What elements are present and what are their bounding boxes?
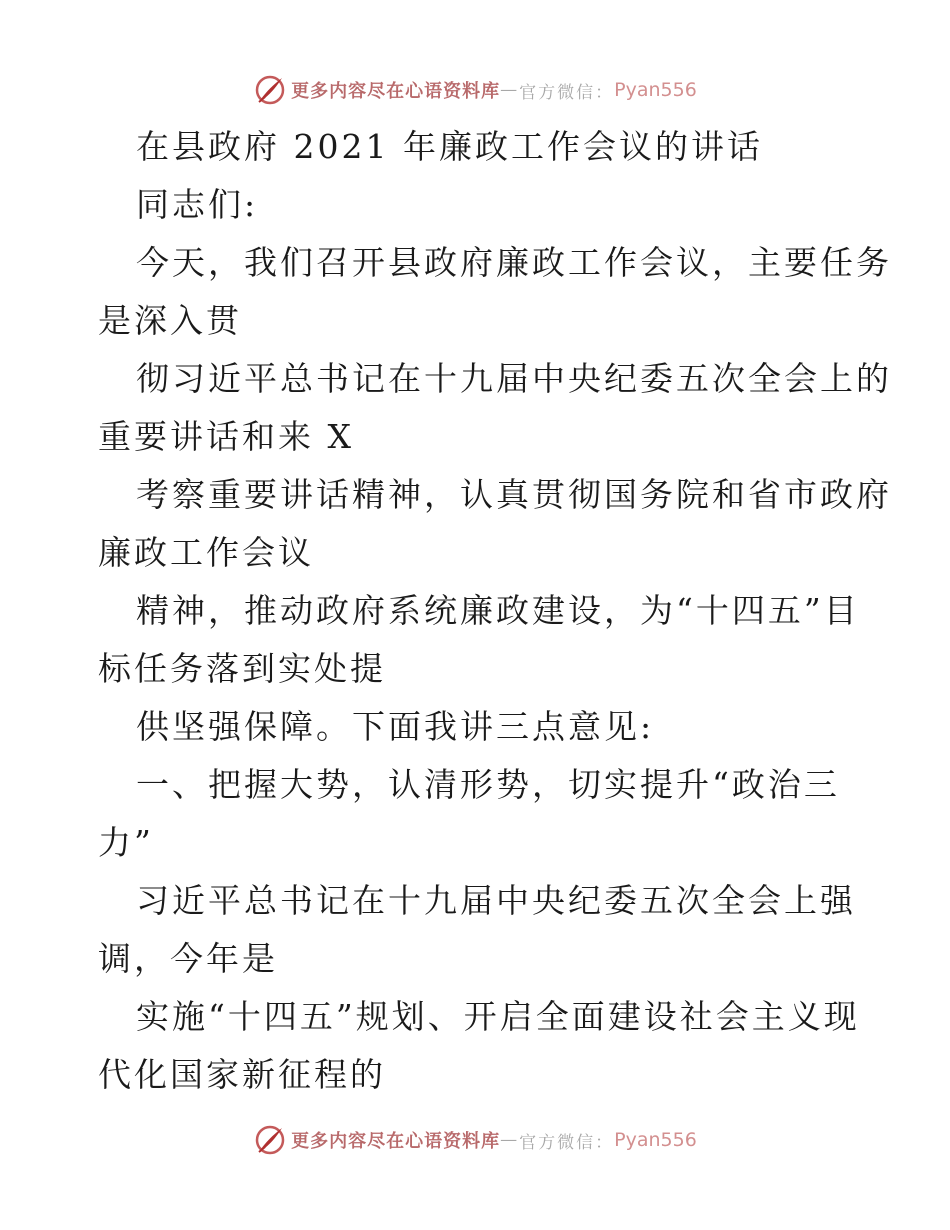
paragraph-line: 彻习近平总书记在十九届中央纪委五次全会上的: [136, 359, 892, 398]
paragraph-line: 代化国家新征程的: [98, 1055, 386, 1094]
document-title: 在县政府 2021 年廉政工作会议的讲话: [136, 127, 763, 166]
salutation: 同志们:: [136, 185, 259, 224]
paragraph-line: 精神，推动政府系统廉政建设，为“十四五”目: [136, 591, 860, 630]
watermark-official-label: 官方微信：: [519, 1132, 615, 1153]
watermark-separator: —: [500, 80, 520, 100]
paragraph-line: 考察重要讲话精神，认真贯彻国务院和省市政府: [136, 475, 892, 514]
paragraph-line: 实施“十四五”规划、开启全面建设社会主义现: [136, 997, 860, 1036]
paragraph-line: 习近平总书记在十九届中央纪委五次全会上强: [136, 881, 856, 920]
section-heading: 一、把握大势，认清形势，切实提升“政治三: [136, 765, 840, 804]
paragraph-line: 是深入贯: [98, 301, 242, 340]
paragraph-line: 标任务落到实处提: [98, 649, 386, 688]
watermark-separator: —: [500, 1130, 520, 1150]
paragraph-line: 供坚强保障。下面我讲三点意见:: [136, 707, 655, 746]
paragraph-line: 今天，我们召开县政府廉政工作会议，主要任务: [136, 243, 892, 282]
paragraph-line: 廉政工作会议: [98, 533, 314, 572]
header-watermark: [0, 70, 950, 110]
feather-pen-logo-icon: [253, 1123, 287, 1157]
watermark-brand: 更多内容尽在心语资料库: [291, 81, 501, 102]
document-body: [98, 118, 892, 1104]
paragraph-line: 重要讲话和来 X: [98, 417, 354, 456]
feather-pen-logo-icon: [253, 73, 287, 107]
watermark-wechat-id: Pyan556: [614, 1129, 697, 1151]
watermark-brand: 更多内容尽在心语资料库: [291, 1131, 501, 1152]
watermark-official-label: 官方微信：: [519, 82, 615, 103]
watermark-wechat-id: Pyan556: [614, 79, 697, 101]
section-heading-continued: 力”: [98, 823, 154, 862]
footer-watermark: [0, 1120, 950, 1160]
paragraph-line: 调，今年是: [98, 939, 278, 978]
